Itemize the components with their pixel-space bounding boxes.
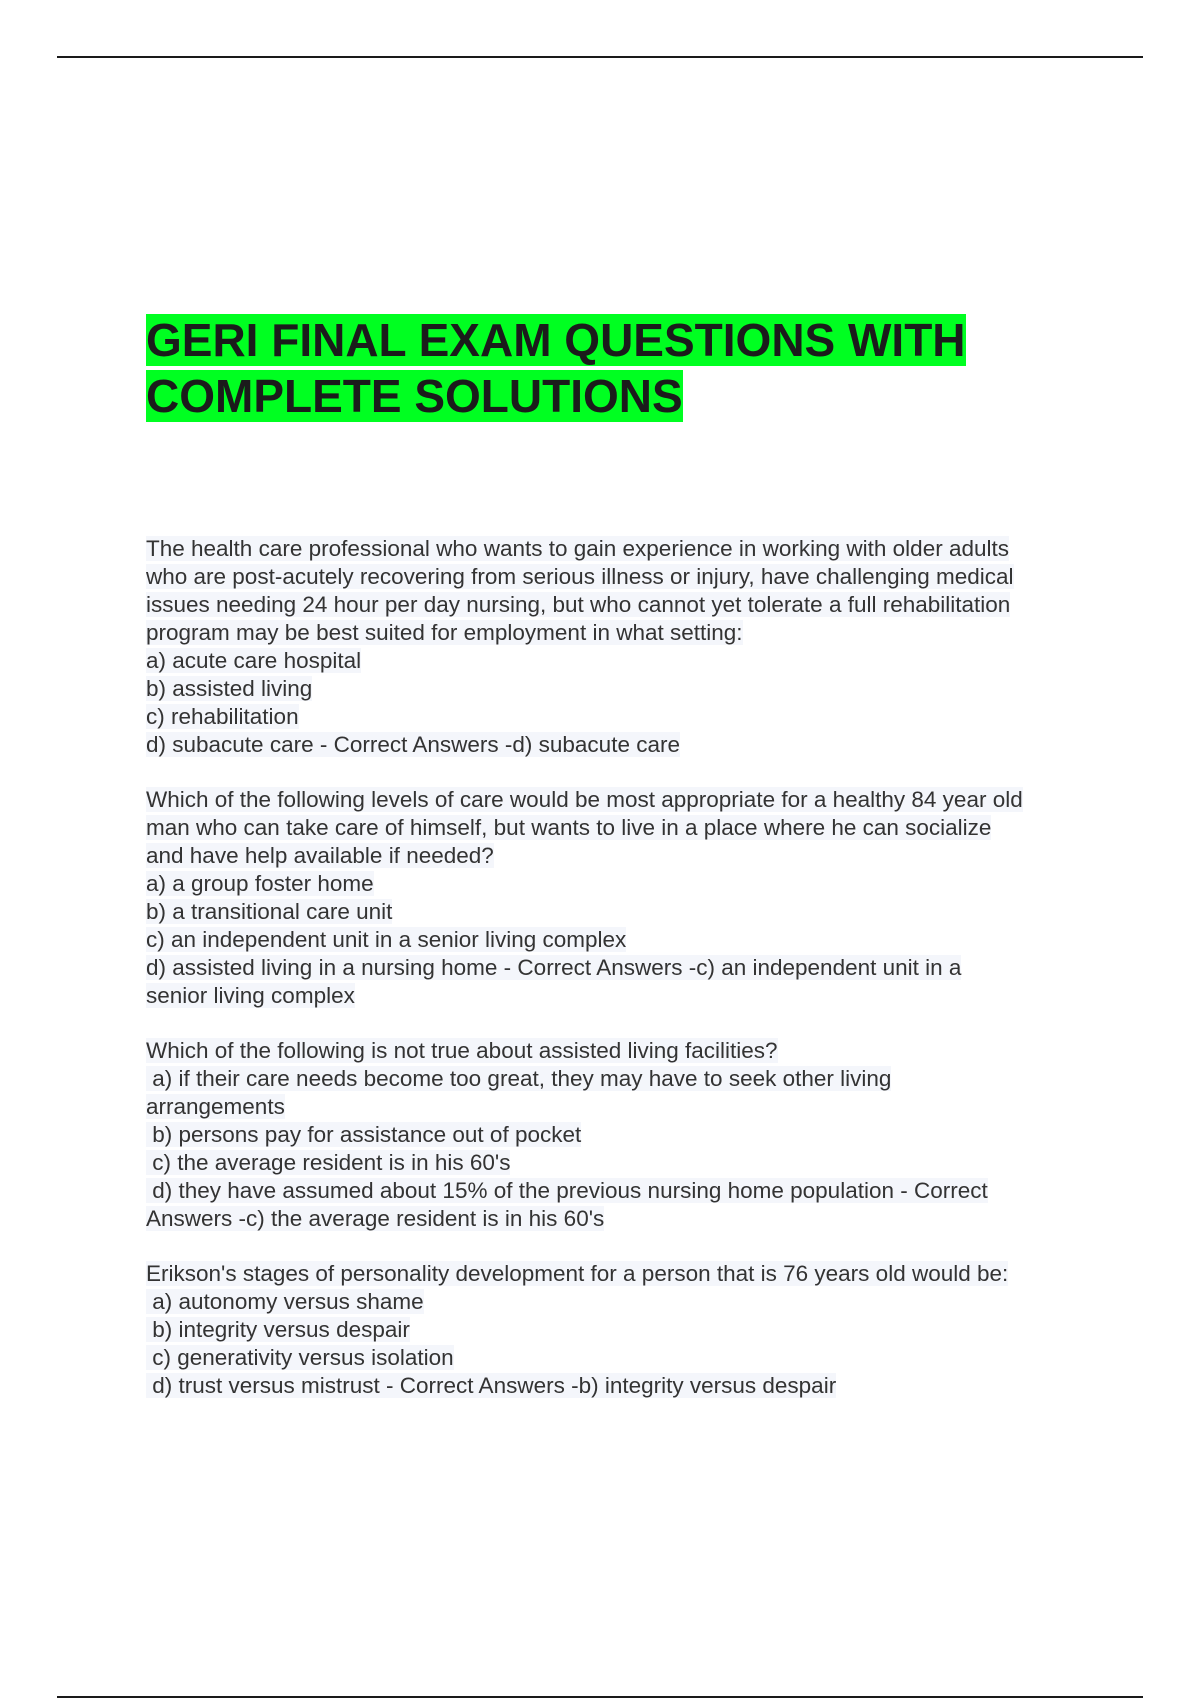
question-3-answer-continued: Answers -c) the average resident is in his 60's bbox=[146, 1206, 605, 1231]
question-2-option-b: b) a transitional care unit bbox=[146, 899, 393, 924]
question-1-option-d-answer: d) subacute care - Correct Answers -d) subacute care bbox=[146, 732, 680, 757]
question-3-option-d-answer: d) they have assumed about 15% of the previous nursing home population - Correct bbox=[146, 1178, 988, 1203]
question-2 bbox=[146, 786, 1106, 1010]
question-2-stem-line-2: man who can take care of himself, but wants to live in a place where he can socialize bbox=[146, 815, 992, 840]
question-4-option-d-answer: d) trust versus mistrust - Correct Answers -b) integrity versus despair bbox=[146, 1373, 837, 1398]
question-4-option-c: c) generativity versus isolation bbox=[146, 1345, 454, 1370]
title-line-2: COMPLETE SOLUTIONS bbox=[146, 370, 683, 422]
question-2-stem-line-1: Which of the following levels of care would be most appropriate for a healthy 84 year old bbox=[146, 787, 1023, 812]
question-1-stem-line-3: issues needing 24 hour per day nursing, but who cannot yet tolerate a full rehabilitation bbox=[146, 592, 1011, 617]
question-3-option-b: b) persons pay for assistance out of pocket bbox=[146, 1122, 582, 1147]
question-1-stem-line-1: The health care professional who wants to gain experience in working with older adults bbox=[146, 536, 1009, 561]
question-4-option-a: a) autonomy versus shame bbox=[146, 1289, 424, 1314]
question-4-stem: Erikson's stages of personality development for a person that is 76 years old would be: bbox=[146, 1261, 1009, 1286]
question-1-option-a: a) acute care hospital bbox=[146, 648, 362, 673]
bottom-rule bbox=[57, 1696, 1143, 1698]
question-3 bbox=[146, 1037, 1106, 1233]
question-3-option-c: c) the average resident is in his 60's bbox=[146, 1150, 511, 1175]
question-2-option-a: a) a group foster home bbox=[146, 871, 374, 896]
question-2-answer-continued: senior living complex bbox=[146, 983, 355, 1008]
question-list bbox=[146, 535, 1106, 1427]
question-2-stem-line-3: and have help available if needed? bbox=[146, 843, 494, 868]
question-1 bbox=[146, 535, 1106, 759]
question-3-stem: Which of the following is not true about assisted living facilities? bbox=[146, 1038, 778, 1063]
question-1-option-c: c) rehabilitation bbox=[146, 704, 299, 729]
question-2-option-d-answer: d) assisted living in a nursing home - Correct Answers -c) an independent unit in a bbox=[146, 955, 962, 980]
question-3-option-a: a) if their care needs become too great, they may have to seek other living bbox=[146, 1066, 892, 1091]
question-1-option-b: b) assisted living bbox=[146, 676, 313, 701]
top-rule bbox=[57, 56, 1143, 58]
title-line-1: GERI FINAL EXAM QUESTIONS WITH bbox=[146, 314, 966, 366]
question-2-option-c: c) an independent unit in a senior living complex bbox=[146, 927, 627, 952]
question-4-option-b: b) integrity versus despair bbox=[146, 1317, 410, 1342]
question-1-stem-line-2: who are post-acutely recovering from serious illness or injury, have challenging medical bbox=[146, 564, 1014, 589]
document-title bbox=[146, 312, 1106, 424]
question-3-option-a-continued: arrangements bbox=[146, 1094, 285, 1119]
question-4 bbox=[146, 1260, 1106, 1400]
question-1-stem-line-4: program may be best suited for employment in what setting: bbox=[146, 620, 743, 645]
